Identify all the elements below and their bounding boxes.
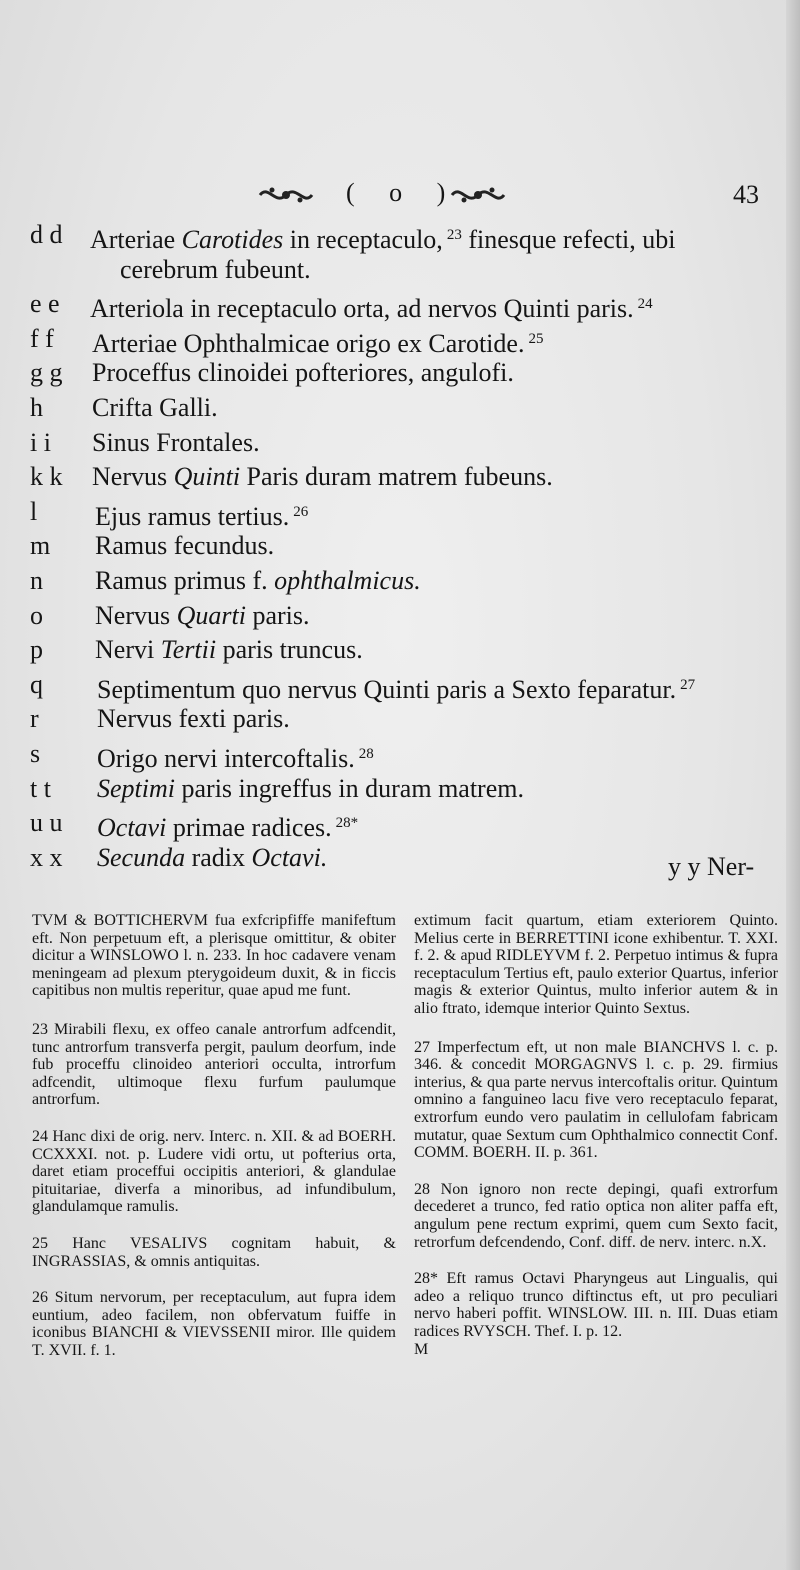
legend-key: h (30, 392, 43, 422)
legend-text: Secunda radix Octavi. (97, 842, 328, 872)
legend-key: d d (30, 220, 63, 249)
legend-row (0, 426, 800, 461)
legend-key: q (30, 669, 43, 699)
legend-text: Nervi Tertii paris truncus. (95, 635, 363, 665)
legend-key: n (30, 565, 43, 595)
legend-row (0, 460, 800, 495)
legend-text: Arteriae Carotides in receptaculo, $^{23}$ finesque refecti, ubi (90, 225, 676, 254)
legend-text: Septimentum quo nervus Quinti paris a Sexto feparatur. $^{27}$ (97, 674, 696, 704)
footnote-continued: TVM & BOTTICHERVM fua exfcripfiffe manifeftum eft. Non perpetuum eft, a plerisque omittitur, & obiter dicitur a WINSLOWO l. n. 233. In hoc cadavere venam meningeam ad plexum pterygoideum duxit, & in ficcis capitibus non multis reperitur, quae apud me funt. (32, 912, 396, 1000)
footnotes-left-column (32, 912, 396, 1378)
legend-text: Ejus ramus tertius. $^{26}$ (95, 501, 309, 531)
legend-text: Ramus fecundus. (95, 531, 275, 561)
footnote-25: 25 Hanc VESALIVS cognitam habuit, & INGRASSIAS, & omnis antiquitas. (32, 1234, 396, 1270)
footnotes-right-column (414, 912, 778, 1378)
ornament-left-icon (258, 184, 314, 206)
signature-mark: M (414, 1341, 429, 1359)
legend-text: Octavi primae radices. $^{28*}$ (97, 813, 359, 843)
legend-text: Arteriola in receptaculo orta, ad nervos Quinti paris. $^{24}$ (90, 294, 653, 324)
legend-key: x x (30, 842, 63, 872)
legend-key: t t (30, 773, 51, 803)
printer-signature: ( o ) (346, 178, 460, 207)
legend-text: Proceffus clinoidei pofteriores, angulofi. (92, 358, 514, 388)
legend-text: Crifta Galli. (92, 392, 218, 422)
legend-row (0, 599, 800, 634)
legend-key: m (30, 531, 51, 561)
footnote-24: 24 Hanc dixi de orig. nerv. Interc. n. XII. & ad BOERH. CCXXXI. not. p. Ludere vidi ortu, ut pofterius orta, daret etiam proceffui occipitis anteriori, & glandulae pituitariae, diverfa a minoribus, ad infundibulum, glandulamque ramulis. (32, 1127, 396, 1216)
legend-row-continuation: cerebrum fubeunt. (120, 254, 311, 284)
footnote-23: 23 Mirabili flexu, ex offeo canale antrorfum adfcendit, tunc antrorfum transverfa pergit, paulum deorfum, inde fub proceffu clinoideo anteriori occulta, introrfum adfcendit, ultimoque flexu furfum paulumque antrorfum. (32, 1020, 396, 1109)
legend-key: e e (30, 289, 60, 319)
legend-text: Nervus Quinti Paris duram matrem fubeuns. (92, 462, 553, 492)
footnote-26: 26 Situm nervorum, per receptaculum, aut fupra idem euntium, adeo facilem, non obfervatum fuiffe in iconibus BIANCHI & VIEVSSENII miror. Ille quidem T. XVII. f. 1. (32, 1289, 396, 1359)
legend-key: l (30, 496, 38, 526)
legend-text: Ramus primus f. ophthalmicus. (95, 565, 421, 595)
legend-text: Arteriae Ophthalmicae origo ex Carotide. $^{25}$ (92, 328, 544, 358)
page-number: 43 (733, 180, 759, 209)
legend-row (0, 772, 800, 807)
running-head (0, 178, 800, 218)
footnote-28-star: 28* Eft ramus Octavi Pharyngeus aut Lingualis, qui adeo a reliquo trunco diftinctus eft, ut pro peculiari nervo haberi poffit. WINSLOW. III. n. III. Duas etiam radices RVYSCH. Thef. I. p. 12. (414, 1270, 778, 1340)
legend-row (0, 287, 800, 322)
ornament-right-icon (450, 184, 506, 206)
legend-text: Origo nervi intercoftalis. $^{28}$ (97, 743, 374, 773)
legend-text: Septimi paris ingreffus in duram matrem. (97, 773, 524, 803)
legend-row (0, 529, 800, 564)
footnote-continued: extimum facit quartum, etiam exteriorem Quinto. Melius certe in BERRETTINI icone exhibentur. T. XXI. f. 2. & apud RIDLEYVM f. 2. Perpetuo intimus & fupra receptaculum Tertius eft, paulo exterior Quartus, inferior magis & exterior Quintus, multo inferior autem & in alio ftrato, idemque interior Quinto Sextus. (414, 912, 778, 1017)
legend-key: s (30, 738, 41, 768)
legend-row (0, 564, 800, 599)
legend-key: k k (30, 462, 63, 492)
legend-row (0, 633, 800, 668)
legend-key: u u (30, 808, 63, 838)
footnote-27: 27 Imperfectum eft, ut non male BIANCHVS l. c. p. 346. & concedit MORGAGNVS l. c. p. 29. firmius interius, & qua parte nervus intercoftalis oritur. Quintum omnino a fanguineo lacu five vero receptaculo feparat, extrorfum eundo vero paulatim in cellulofam fabricam mutatur, quae Sextum cum Ophthalmico connectit Conf. COMM. BOERH. II. p. 361. (414, 1038, 778, 1162)
legend-row (0, 702, 800, 737)
legend-text: Nervus fexti paris. (97, 704, 290, 734)
legend-row (0, 737, 800, 772)
legend-row (0, 806, 800, 841)
legend-text: Nervus Quarti paris. (95, 600, 310, 630)
legend-key: f f (30, 323, 54, 353)
legend-key: p (30, 635, 43, 665)
legend-key: i i (30, 427, 51, 457)
legend-text: Sinus Frontales. (92, 427, 260, 457)
legend-row (0, 668, 800, 703)
legend-key: r (30, 704, 39, 734)
legend-key: o (30, 600, 43, 630)
footnote-28: 28 Non ignoro non recte depingi, quafi extrorfum decederet a trunco, fed ratio optica non aliter paffa eft, angulum pene rectum exprimi, quem cum Sexto facit, retrorfum defcendendo, Conf. diff. de nerv. interc. n.X. (414, 1180, 778, 1251)
legend-row (0, 391, 800, 426)
figure-legend (0, 218, 800, 875)
catchword: y y Ner- (668, 852, 755, 881)
legend-row (0, 218, 800, 253)
legend-row (0, 495, 800, 530)
legend-key: g g (30, 358, 63, 388)
legend-row (0, 322, 800, 357)
legend-row (0, 356, 800, 391)
